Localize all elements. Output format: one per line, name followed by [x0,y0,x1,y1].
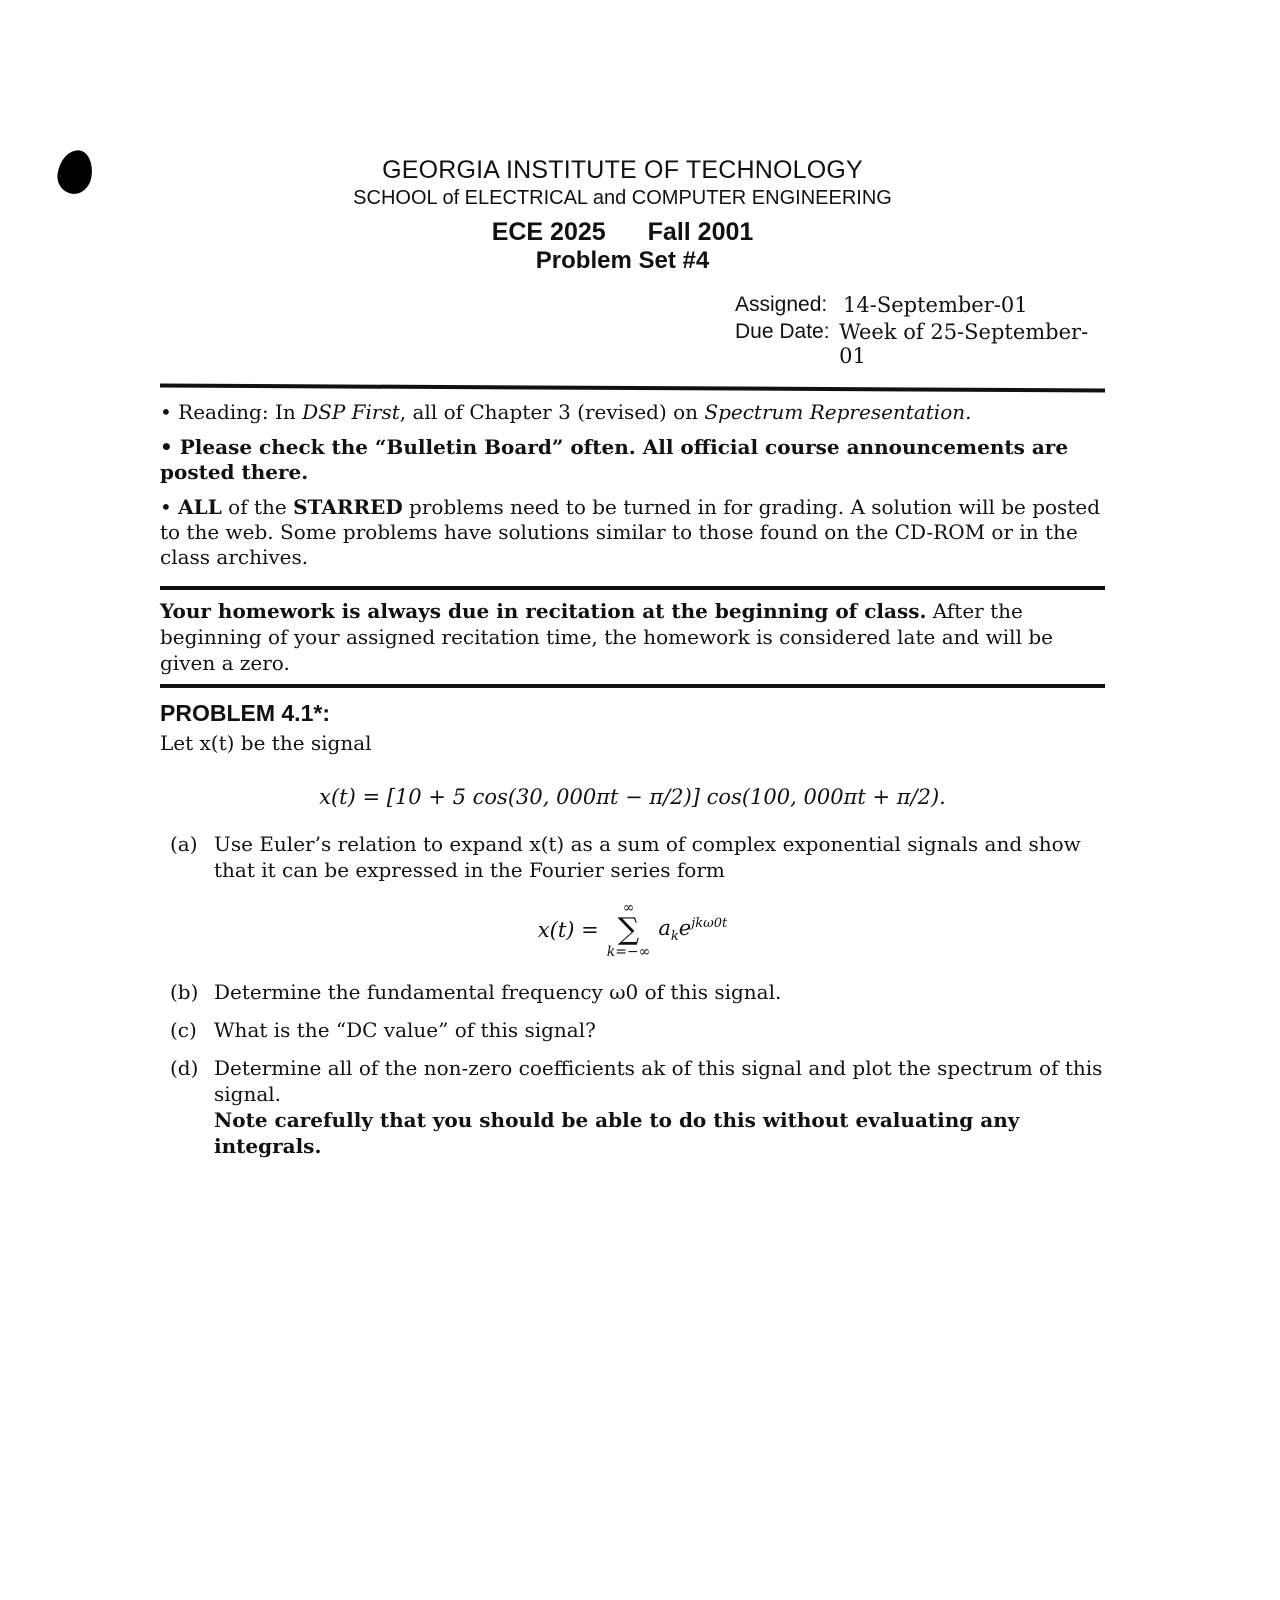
due-value: Week of 25-September-01 [839,320,1089,368]
problem-heading: PROBLEM 4.1*: [160,700,330,726]
fourier-base: e [678,915,692,940]
part-b [160,979,1105,1005]
ink-blot [55,148,95,196]
part-d-text: Determine all of the non-zero coefficients ak of this signal and plot the spectrum of this signal. [214,1056,1103,1106]
bulletin-text: Please check the “Bulletin Board” often. All official course announcements are posted there. [160,435,1069,484]
starred-word: STARRED [293,495,403,519]
part-a [160,831,1105,883]
assigned-label: Assigned: [735,293,828,316]
part-a-text: Use Euler’s relation to expand x(t) as a sum of complex exponential signals and show that it can be expressed in the Fourier series form [214,832,1081,882]
starred-bullet: • ALL of the STARRED problems need to be turned in for grading. A solution will be posted to the web. Some problems have solutions similar to those found on the CD-ROM or in the class archives. [160,495,1100,569]
sum-lower-limit: k=−∞ [606,944,651,960]
signal-equation: x(t) = [10 + 5 cos(30, 000πt − π/2)] cos(100, 000πt + π/2). [319,785,946,809]
fourier-series-equation [160,901,1105,959]
part-c [160,1017,1105,1043]
school-name: SCHOOL of ELECTRICAL and COMPUTER ENGINEERING [353,187,892,209]
part-d [160,1055,1105,1159]
part-d-body [214,1055,1105,1159]
document-header [140,156,1105,275]
reading-prefix: Reading: In [178,400,303,424]
sum-upper-limit: ∞ [622,900,635,916]
due-label: Due Date: [735,320,830,343]
fourier-coef: a [658,915,671,940]
starred-of-the: of the [221,495,294,519]
due-notice-bold: Your homework is always due in recitation at the beginning of class. [160,599,927,623]
starred-all: ALL [178,495,222,519]
reading-book: DSP First [302,400,400,424]
bulletin-bullet: • Please check the “Bulletin Board” often. All official course announcements are posted there. [160,435,1069,484]
summation [607,901,651,959]
due-notice-rest: After the beginning of your assigned recitation time, the homework is considered late and will be given a zero. [160,599,1053,675]
part-d-note: Note carefully that you should be able to do this without evaluating any integrals. [214,1108,1020,1158]
due-notice [160,590,1105,684]
part-c-text: What is the “DC value” of this signal? [214,1018,596,1042]
divider-rule [160,684,1105,688]
sum-symbol: ∑ [617,912,640,947]
starred-rest: problems need to be turned in for grading. A solution will be posted to the web. Some problems have solutions similar to those found on the CD-ROM or in the class archives. [160,495,1100,569]
divider-rule [160,384,1105,393]
fourier-coef-sub: k [670,929,679,945]
course-term: Fall 2001 [647,218,754,246]
problem-set-title: Problem Set #4 [535,247,710,274]
part-a-label: (a) [170,832,198,856]
fourier-lhs: x(t) = [537,918,599,942]
assigned-value: 14-September-01 [843,293,1028,317]
reading-bullet: • Reading: In DSP First, all of Chapter 3 (revised) on Spectrum Representation. [160,400,972,424]
part-b-text: Determine the fundamental frequency ω0 of this signal. [214,980,782,1004]
due-row [735,320,1105,368]
fourier-term [658,916,727,944]
part-d-label: (d) [170,1056,199,1080]
reading-topic: Spectrum Representation. [704,400,972,424]
reading-middle: , all of Chapter 3 (revised) on [399,400,705,424]
institution-name: GEORGIA INSTITUTE OF TECHNOLOGY [382,156,863,184]
part-b-label: (b) [170,980,199,1004]
part-c-label: (c) [170,1018,197,1042]
dates-block [735,293,1105,368]
fourier-exponent: jkω0t [691,915,728,931]
problem-set-page [160,150,1105,1159]
course-line [140,218,1105,247]
problem-intro: Let x(t) be the signal [160,731,372,755]
assigned-row [735,293,1105,317]
course-number: ECE 2025 [491,218,606,246]
